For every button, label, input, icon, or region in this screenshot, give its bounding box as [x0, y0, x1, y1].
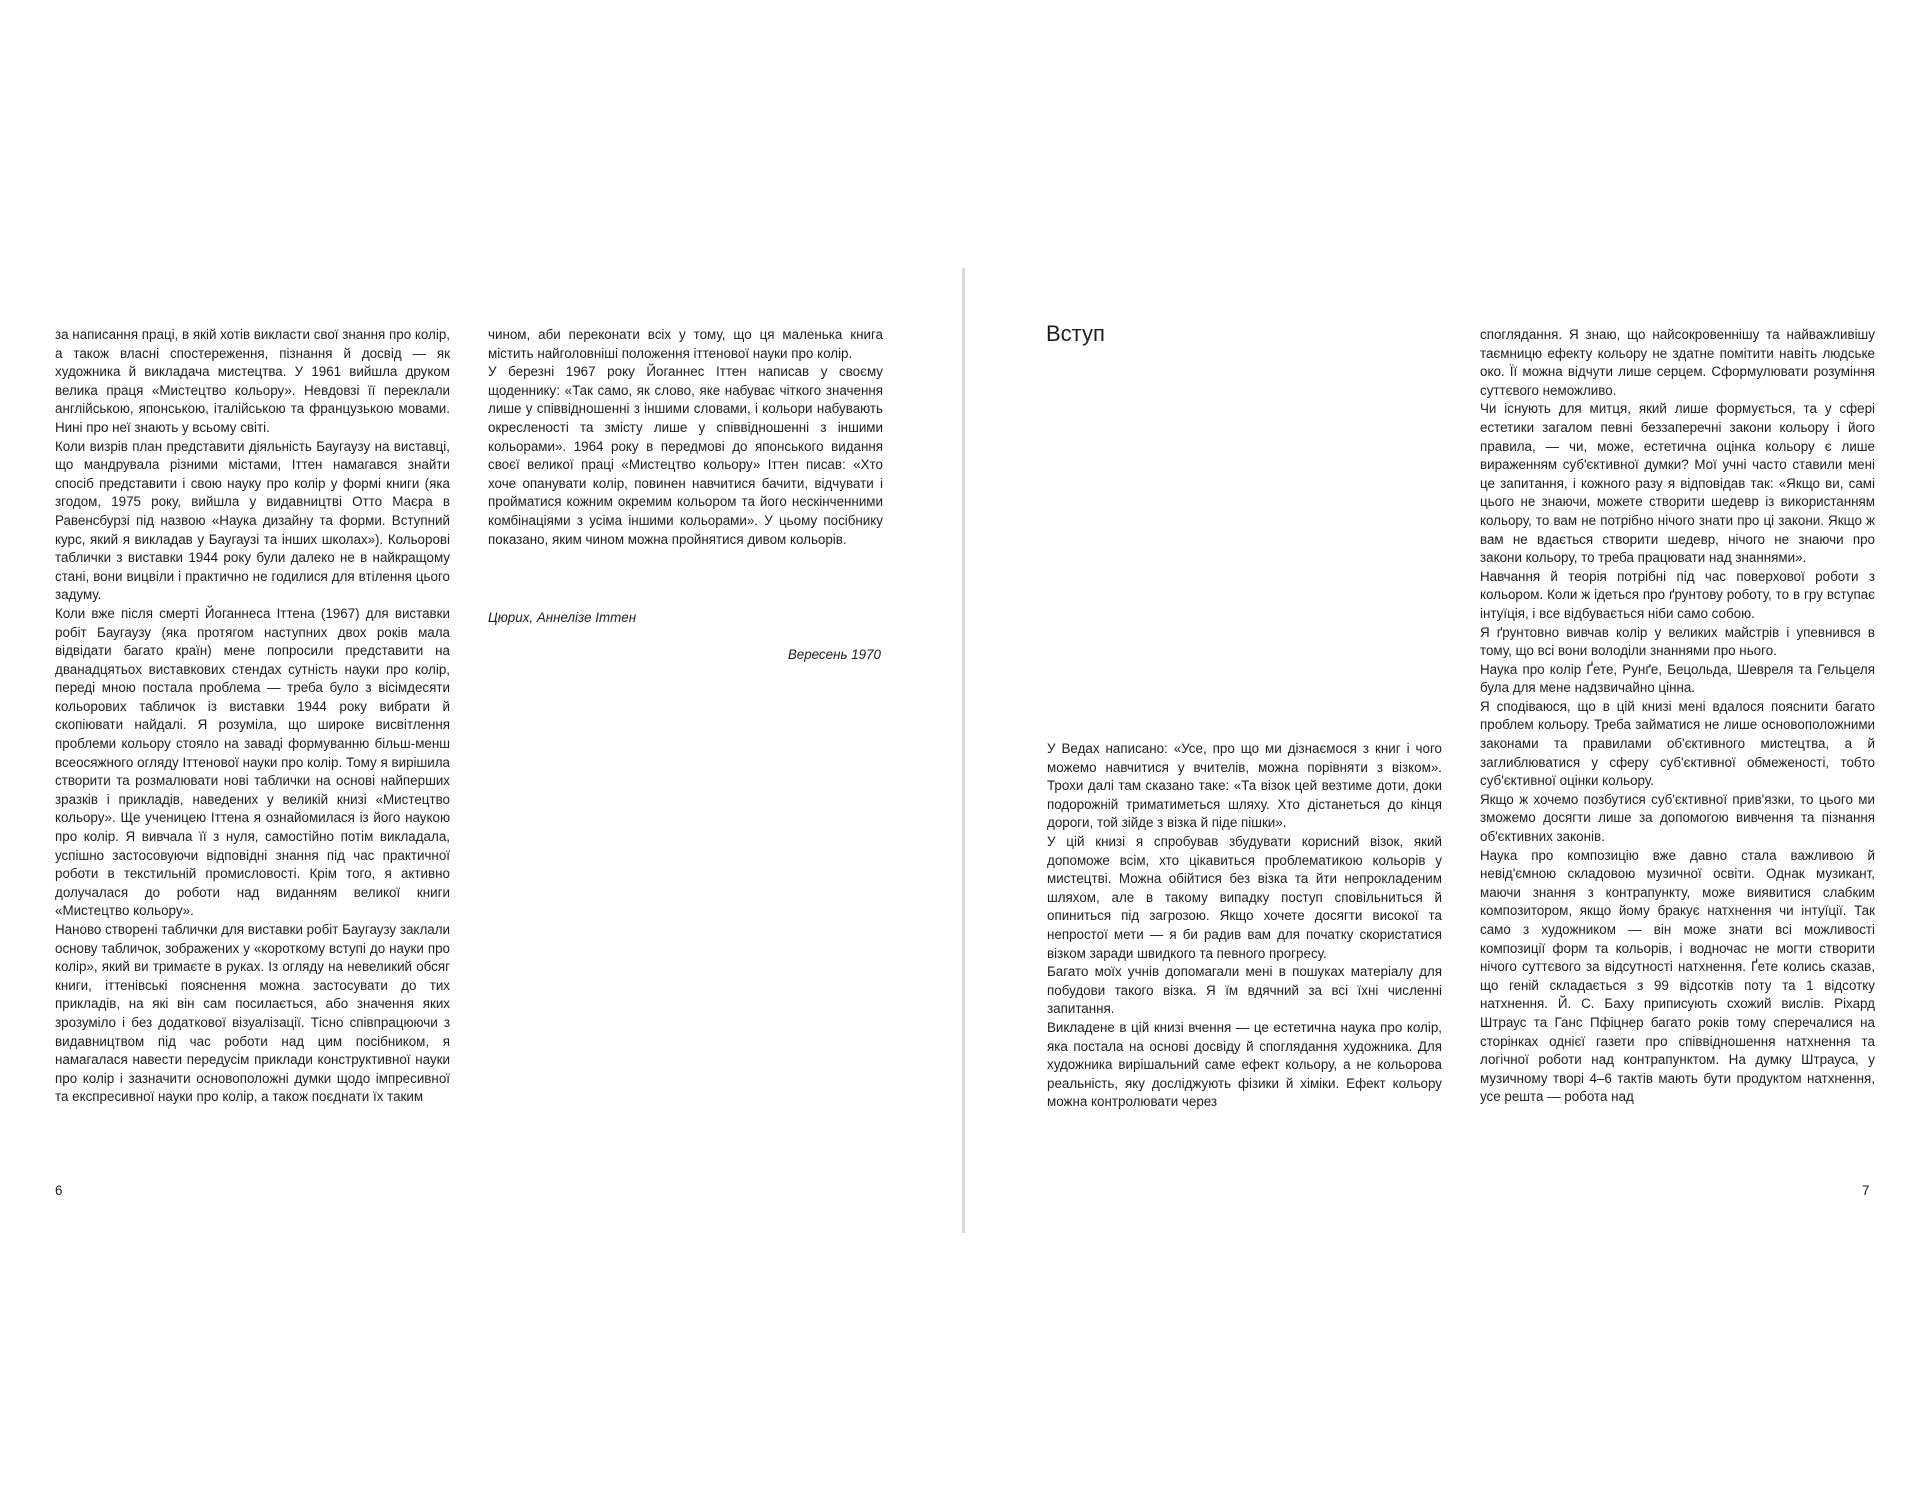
- paragraph: Я ґрунтовно вивчав колір у великих майстрів і упевнився в тому, що всі вони володіли знаннями про нього.: [1480, 624, 1875, 659]
- paragraph: У Ведах написано: «Усе, про що ми дізнаємося з книг і чого можемо навчитися у вчителів, можна порівняти з візком». Трохи далі там сказано таке: «Та візок цей везтиме доти, доки подорожній триматиметься шляху. Хто дістанеться до кінця дороги, той зійде з візка й піде пішки».: [1047, 741, 1442, 831]
- paragraph: У цій книзі я спробував збудувати корисний візок, який допоможе всім, хто цікавиться проблематикою кольорів у мистецтві. Можна обійтися без візка та йти непрокладеним шляхом, але в такому випадку поступ сповільниться й опиниться під загрозою. Якщо хочете досягти високої та непростої мети — я би радив вам для початку скористатися візком заради швидкого та певного прогресу.: [1047, 833, 1442, 961]
- left-page-column-2: [488, 326, 883, 549]
- right-page-column-1: [1047, 740, 1442, 1112]
- paragraph: за написання праці, в якій хотів викласти свої знання про колір, а також власні спостереження, пізнання й досвід — як художника й викладача мистецтва. У 1961 вийшла друком велика праця «Мистецтво кольору». Невдовзі її переклали англійською, японською, італійською та французькою мовами. Нині про неї знають у всьому світі.: [55, 327, 450, 435]
- paragraph: Я сподіваюся, що в цій книзі мені вдалося пояснити багато проблем кольору. Треба займатися не лише основоположними законами та правилами об'єктивного мистецтва, а й заглиблюватися у сферу суб'єктивної обмеженості, тобто суб'єктивної оцінки кольору.: [1480, 698, 1875, 789]
- paragraph: Наука про композицію вже давно стала важливою й невід'ємною складовою музичної освіти. Однак музикант, маючи знання з контрапункту, може виявитися слабким композитором, якщо йому бракує натхнення чи інтуїції. Так само з художником — він може знати всі можливості композиції форм та кольорів, і водночас не могти створити нічого суттєвого за відсутності натхнення. Ґете колись сказав, що геній складається з 99 відсотків поту та 1 відсотку натхнення. Й. С. Баху приписують схожий вислів. Ріхард Штраус та Ганс Пфіцнер багато років тому сперечалися на сторінках однієї газети про співвідношення натхнення та логічної роботи над контрапунктом. На думку Штрауса, у музичному творі 4–6 тактів мають бути продуктом натхнення, усе решта — робота над: [1480, 847, 1875, 1105]
- paragraph: чином, аби переконати всіх у тому, що ця маленька книга містить найголовніші положення іттенової науки про колір.: [488, 327, 883, 361]
- paragraph: Чи існують для митця, який лише формується, та у сфері естетики загалом певні беззаперечні закони кольору і його правила, — чи, може, естетична оцінка кольору є лише вираженням суб'єктивної думки? Мої учні часто ставили мені це запитання, і кожного разу я відповідав так: «Якщо ви, самі цього не знаючи, можете створити шедевр із використанням кольору, то вам не потрібно нічого знати про ці закони. Якщо ж вам не вдається створити шедевр, нічого не знаючи про закони кольору, то треба працювати над знаннями».: [1480, 401, 1875, 566]
- paragraph: Наука про колір Ґете, Рунґе, Бецольда, Шевреля та Гельцеля була для мене надзвичайно цінна.: [1480, 661, 1875, 696]
- paragraph: Навчання й теорія потрібні під час поверхової роботи з кольором. Коли ж ідеться про ґрунтову роботу, то в гру вступає інтуїція, і все відбувається ніби само собою.: [1480, 568, 1875, 621]
- signature-date: Вересень 1970: [787, 647, 881, 662]
- paragraph: Наново створені таблички для виставки робіт Баугаузу заклали основу табличок, зображених у «короткому вступі до науки про колір», який ви тримаєте в руках. Із огляду на невеликий обсяг книги, іттенівські пояснення можна застосувати до тих прикладів, на які він сам посилається, або значення яких зрозуміло і без додаткової візуалізації. Тісно співпрацюючи з видавництвом під час роботи над цим посібником, я намагалася навести передусім приклади конструктивної науки про колір і зазначити основоположні думки щодо імпресивної та експресивної науки про колір, а також поєднати їх таким: [55, 922, 450, 1105]
- right-page-column-2: [1480, 326, 1875, 1107]
- page-number-right: 7: [1862, 1183, 1870, 1198]
- paragraph: Коли вже після смерті Йоганнеса Іттена (1967) для виставки робіт Баугаузу (яка протягом наступних двох років мала відвідати багато країн) мене попросили представити на дванадцятьох виставкових стендах сутність науки про колір, переді мною постала проблема — треба було з вісімдесяти кольорових табличок із виставки 1944 року вибрати й скопіювати найдалі. Я розуміла, що широке висвітлення проблеми кольору стояло на заваді формуванню більш-менш всеосяжного огляду Іттенової науки про колір. Тому я вирішила створити та розмалювати нові таблички на основі найперших зразків і прикладів, наведених у великій книзі «Мистецтво кольору». Ще ученицею Іттена я ознайомилася із його наукою про колір. Я вивчала її з нуля, самостійно потім викладала, успішно застосовуючи відповідні знання під час практичної роботи в текстильній промисловості. Крім того, я активно долучалася до роботи над виданням великої книги «Мистецтво кольору».: [55, 605, 450, 919]
- paragraph: У березні 1967 року Йоганнес Іттен написав у своєму щоденнику: «Так само, як слово, яке набуває чіткого значення лише у співвідношенні з іншими словами, і кольори набувають окресленості та змісту лише у співвідношенні з іншими кольорами». 1964 року в передмові до японського видання своєї великої праці «Мистецтво кольору» Іттен писав: «Хто хоче опанувати колір, повинен навчитися бачити, відчувати і пройматися кожним окремим кольором та його нескінченними комбінаціями з усіма іншими кольорами». У цьому посібнику показано, яким чином можна пройнятися дивом кольорів.: [488, 364, 883, 547]
- paragraph: Викладене в цій книзі вчення — це естетична наука про колір, яка постала на основі досвіду й споглядання художника. Для художника вирішальний саме ефект кольору, а не кольорова реальність, яку досліджують фізики й хіміки. Ефект кольору можна контролювати через: [1047, 1019, 1442, 1110]
- signature-author: Цюрих, Аннелізе Іттен: [488, 610, 637, 625]
- paragraph: споглядання. Я знаю, що найсокровеннішу та найважливішу таємницю ефекту кольору не здатне помітити навіть людське око. Її можна відчути лише серцем. Сформулювати розуміння суттєвого неможливо.: [1480, 327, 1875, 398]
- page-number-left: 6: [55, 1183, 63, 1198]
- book-gutter-divider: [962, 268, 965, 1233]
- section-heading: Вступ: [1046, 321, 1105, 346]
- paragraph: Коли визрів план представити діяльність Баугаузу на виставці, що мандрувала різними містами, Іттен намагався знайти спосіб представити і свою науку про колір у формі книги (яка згодом, 1975 року, вийшла у видавництві Отто Маєра в Равенсбурзі під назвою «Наука дизайну та форми. Вступний курс, який я викладав у Баугаузі та інших школах»). Кольорові таблички з виставки 1944 року були далеко не в найкращому стані, вони вицвіли і практично не годилися для втілення цього задуму.: [55, 438, 450, 603]
- paragraph: Якщо ж хочемо позбутися суб'єктивної прив'язки, то цього ми зможемо досягти лише за допомогою вивчення та пізнання об'єктивних законів.: [1480, 791, 1875, 845]
- left-page-column-1: [55, 326, 450, 1107]
- paragraph: Багато моїх учнів допомагали мені в пошуках матеріалу для побудови такого візка. Я їм вдячний за всі їхні численні запитання.: [1047, 964, 1442, 1017]
